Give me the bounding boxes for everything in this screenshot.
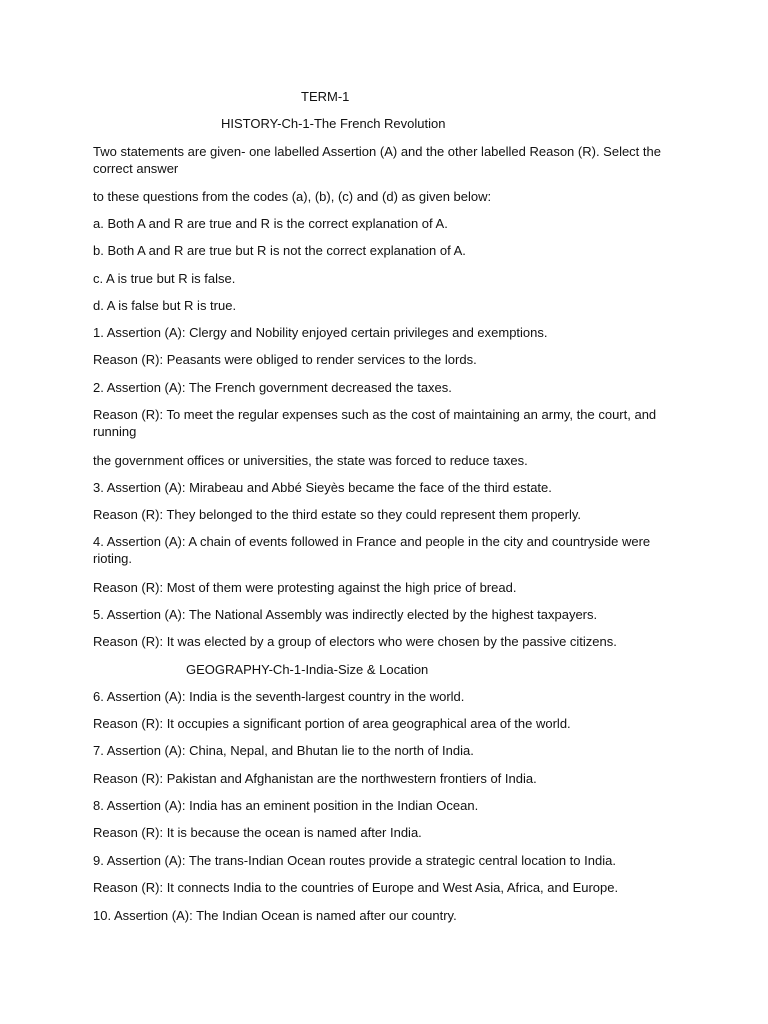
option-b: b. Both A and R are true but R is not the correct explanation of A. [93, 243, 466, 258]
q2-assertion: 2. Assertion (A): The French government decreased the taxes. [93, 380, 452, 395]
q6-assertion: 6. Assertion (A): India is the seventh-largest country in the world. [93, 689, 465, 704]
q4-reason: Reason (R): Most of them were protesting against the high price of bread. [93, 580, 517, 595]
q6-reason: Reason (R): It occupies a significant portion of area geographical area of the world. [93, 716, 571, 731]
q1-reason: Reason (R): Peasants were obliged to render services to the lords. [93, 352, 477, 367]
option-a: a. Both A and R are true and R is the correct explanation of A. [93, 216, 448, 231]
q4-assertion: 4. Assertion (A): A chain of events followed in France and people in the city and countryside were rioting. [93, 534, 651, 566]
q5-assertion: 5. Assertion (A): The National Assembly was indirectly elected by the highest taxpayers. [93, 607, 598, 622]
q2-reason-continued: the government offices or universities, the state was forced to reduce taxes. [93, 453, 528, 468]
option-d: d. A is false but R is true. [93, 298, 237, 313]
instructions-line-1: Two statements are given- one labelled Assertion (A) and the other labelled Reason (R). Select the correct answer [93, 144, 661, 176]
term-title: TERM-1 [301, 89, 350, 104]
q5-reason: Reason (R): It was elected by a group of electors who were chosen by the passive citizens. [93, 634, 617, 649]
history-heading: HISTORY-Ch-1-The French Revolution [221, 116, 446, 131]
q10-assertion: 10. Assertion (A): The Indian Ocean is named after our country. [93, 908, 457, 923]
q8-reason: Reason (R): It is because the ocean is named after India. [93, 825, 422, 840]
q1-assertion: 1. Assertion (A): Clergy and Nobility enjoyed certain privileges and exemptions. [93, 325, 548, 340]
q8-assertion: 8. Assertion (A): India has an eminent position in the Indian Ocean. [93, 798, 479, 813]
q2-reason: Reason (R): To meet the regular expenses such as the cost of maintaining an army, the court, and running [93, 407, 657, 439]
q3-reason: Reason (R): They belonged to the third estate so they could represent them properly. [93, 507, 582, 522]
geography-heading: GEOGRAPHY-Ch-1-India-Size & Location [186, 662, 429, 677]
option-c: c. A is true but R is false. [93, 271, 236, 286]
instructions-line-2: to these questions from the codes (a), (b), (c) and (d) as given below: [93, 189, 492, 204]
q9-reason: Reason (R): It connects India to the countries of Europe and West Asia, Africa, and Europe. [93, 880, 619, 895]
q9-assertion: 9. Assertion (A): The trans-Indian Ocean routes provide a strategic central location to India. [93, 853, 616, 868]
q7-reason: Reason (R): Pakistan and Afghanistan are the northwestern frontiers of India. [93, 771, 537, 786]
q3-assertion: 3. Assertion (A): Mirabeau and Abbé Sieyès became the face of the third estate. [93, 480, 552, 495]
q7-assertion: 7. Assertion (A): China, Nepal, and Bhutan lie to the north of India. [93, 743, 474, 758]
